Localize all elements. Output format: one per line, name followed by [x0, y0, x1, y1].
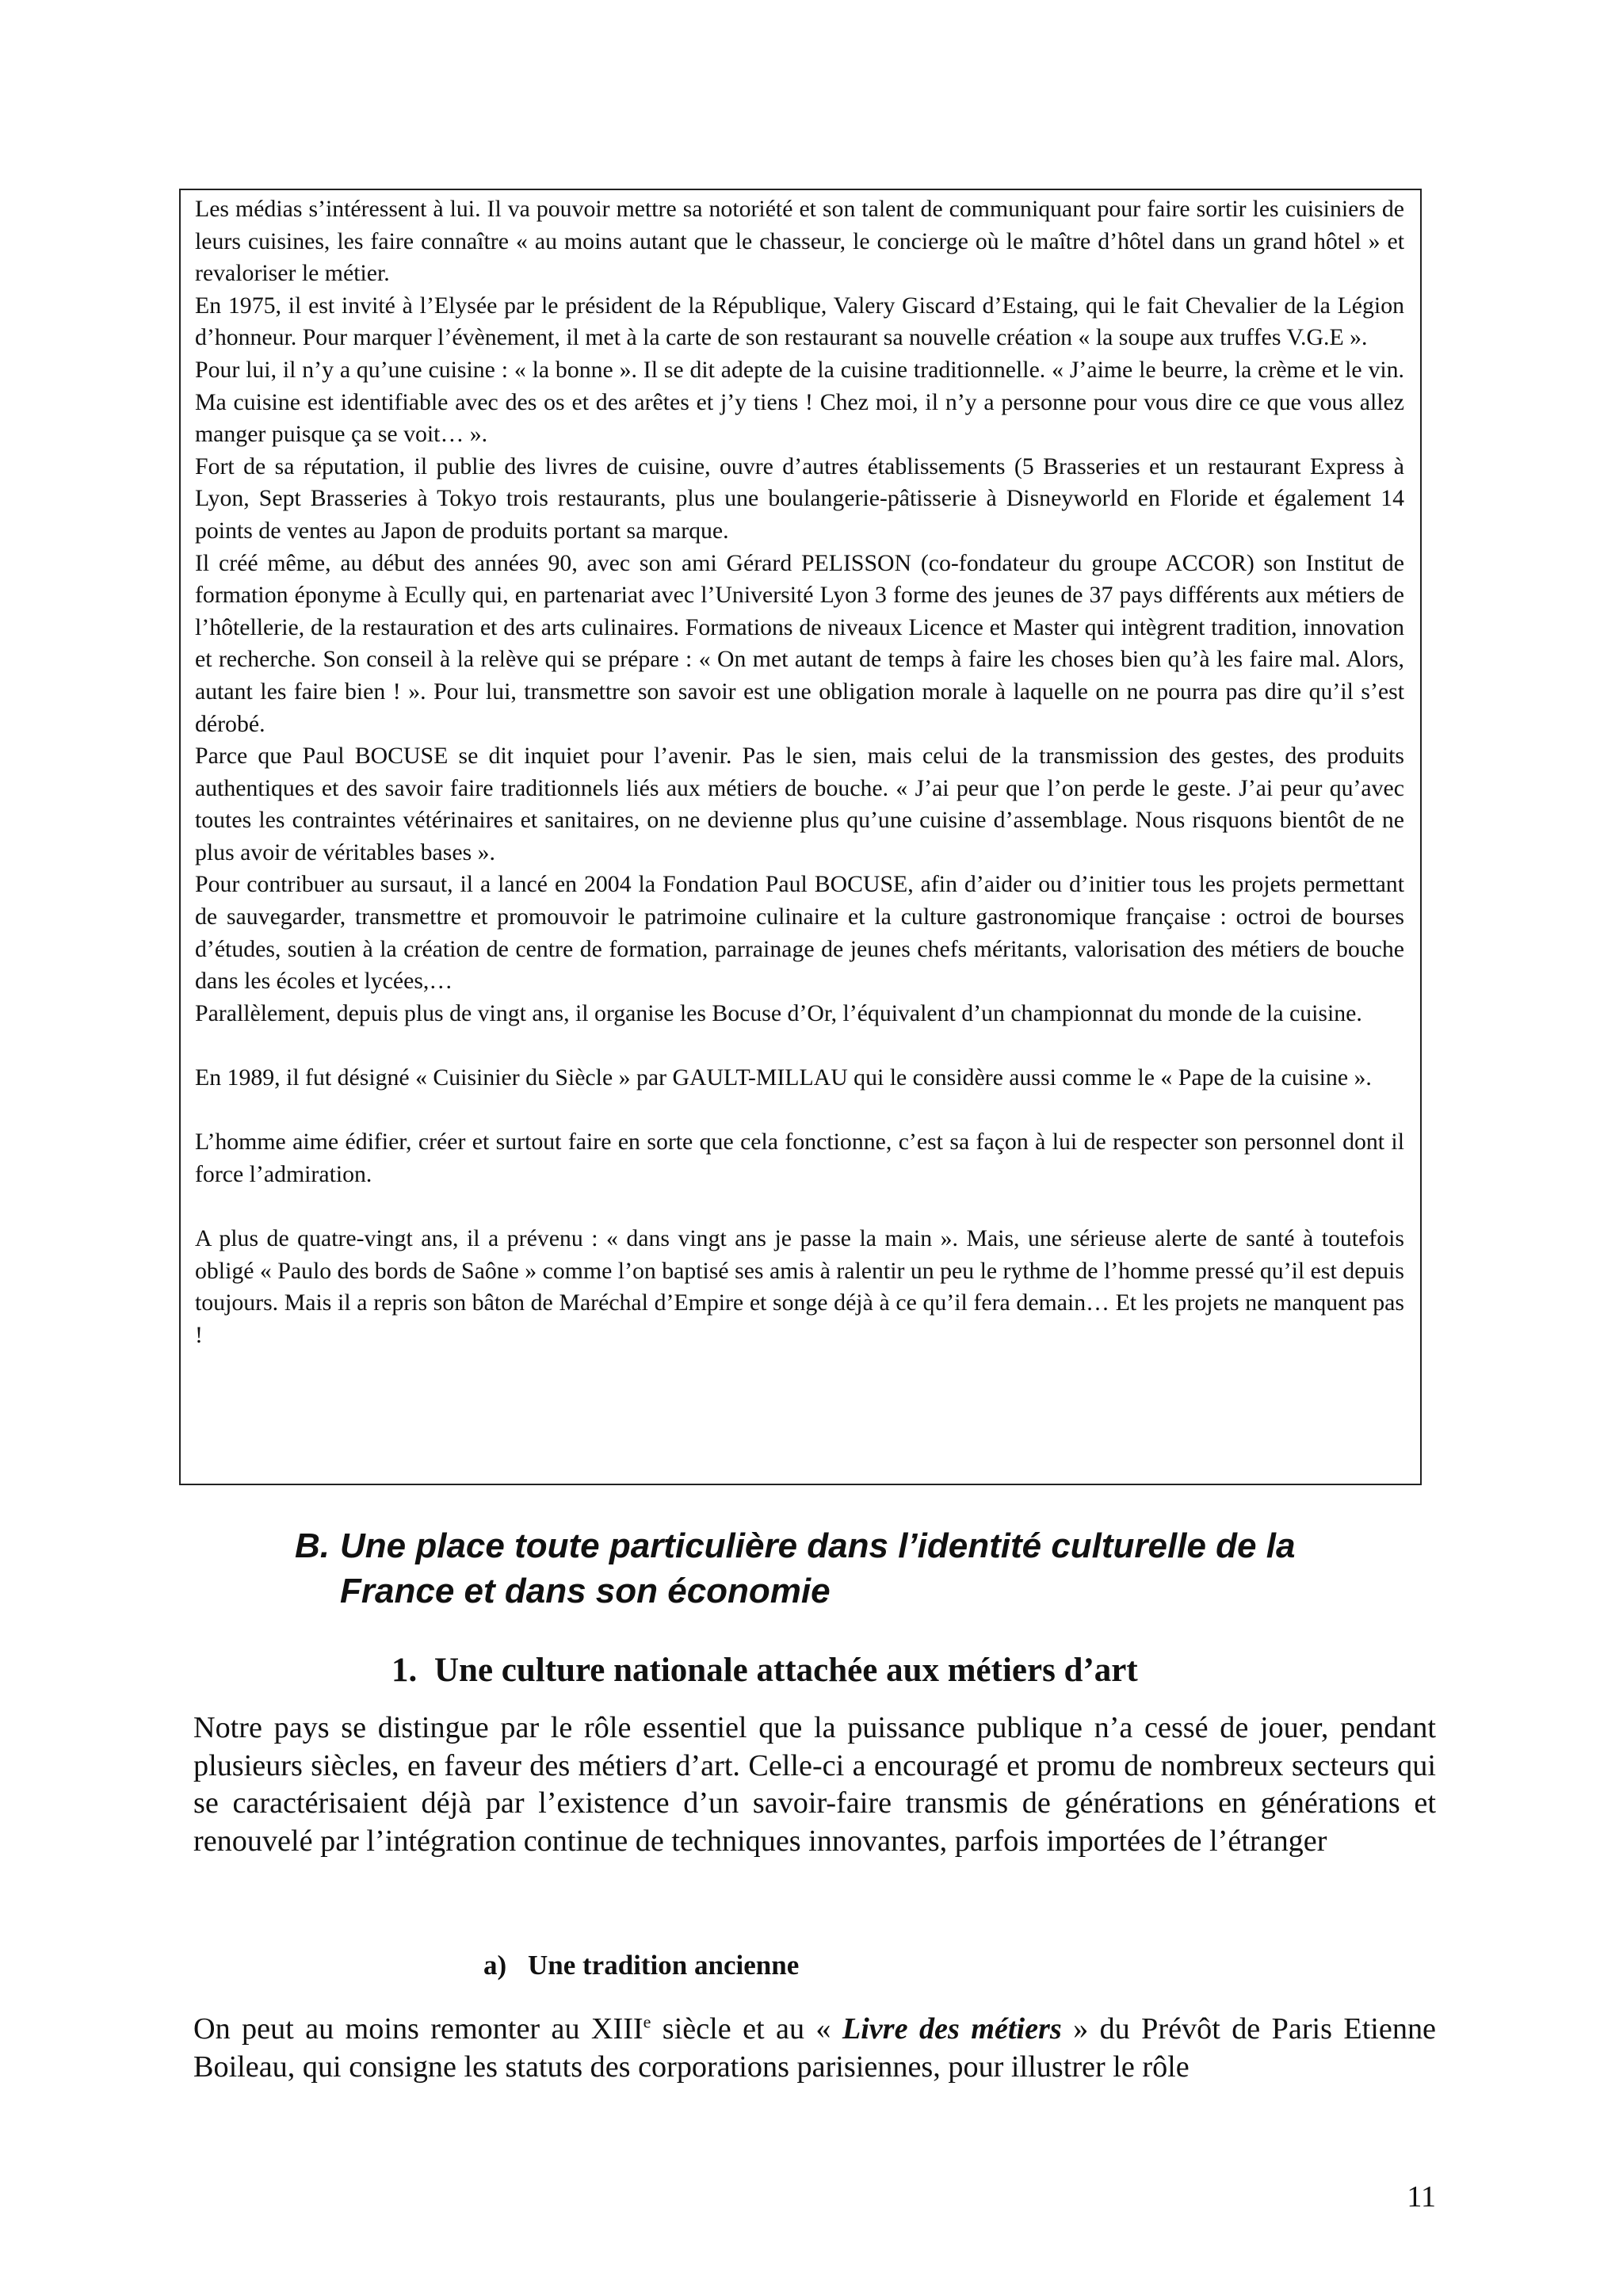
box-paragraph: Parce que Paul BOCUSE se dit inquiet pour l’avenir. Pas le sien, mais celui de la transmission des gestes, des produits authentiques et des savoir faire traditionnels liés aux métiers de bouche. « J’ai peur que l’on perde le geste. J’ai peur qu’avec toutes les contraintes vétérinaires et sanitaires, on ne devienne plus qu’une cuisine d’assemblage. Nous risquons bientôt de ne plus avoir de véritables bases ».: [195, 743, 1404, 865]
subsection-1-label: 1.: [391, 1652, 418, 1689]
box-paragraph: Parallèlement, depuis plus de vingt ans, il organise les Bocuse d’Or, l’équivalent d’un championnat du monde de la cuisine.: [195, 999, 1362, 1026]
box-paragraph: Pour contribuer au sursaut, il a lancé en 2004 la Fondation Paul BOCUSE, afin d’aider ou d’initier tous les projets permettant de sauvegarder, transmettre et promouvoir le patrimoine culinaire et la culture gastronomique française : octroi de bourses d’études, soutien à la création de centre de formation, parrainage de jeunes chefs méritants, valorisation des métiers de bouche dans les écoles et lycées,…: [195, 871, 1404, 995]
section-b-title-line1: Une place toute particulière dans l’identité culturelle de la: [340, 1526, 1296, 1565]
section-b-heading: [295, 1523, 1436, 1614]
box-paragraph: Il créé même, au début des années 90, avec son ami Gérard PELISSON (co-fondateur du groupe ACCOR) son Institut de formation éponyme à Ecully qui, en partenariat avec l’Université Lyon 3 forme des jeunes de 37 pays différents aux métiers de l’hôtellerie, de la restauration et des arts culinaires. Formations de niveaux Licence et Master qui intègrent tradition, innovation et recherche. Son conseil à la relève qui se prépare : « On met autant de temps à faire les choses bien qu’à les faire mal. Alors, autant les faire bien ! ». Pour lui, transmettre son savoir est une obligation morale à laquelle on ne pourra pas dire qu’il s’est dérobé.: [195, 549, 1404, 737]
page-number: 11: [1407, 2180, 1436, 2214]
paragraph-2-text-after: » du Prévôt de Paris Etienne Boileau, qui consigne les statuts des corporations parisiennes, pour illustrer le rôle: [193, 2012, 1436, 2084]
biography-text-box: [179, 189, 1422, 1485]
body-paragraph-2: [193, 2011, 1436, 2086]
subsection-1-heading: [391, 1650, 1138, 1691]
subsection-a-heading: [483, 1948, 799, 1983]
section-b-title-line2: France et dans son économie: [340, 1572, 831, 1610]
box-paragraph: En 1975, il est invité à l’Elysée par le président de la République, Valery Giscard d’Estaing, qui le fait Chevalier de la Légion d’honneur. Pour marquer l’évènement, il met à la carte de son restaurant sa nouvelle création « la soupe aux truffes V.G.E ».: [195, 292, 1404, 351]
subsection-a-title: Une tradition ancienne: [528, 1950, 800, 1981]
section-b-label: B.: [295, 1526, 330, 1565]
box-paragraph: Fort de sa réputation, il publie des livres de cuisine, ouvre d’autres établissements (5 Brasseries et un restaurant Express à Lyon, Sept Brasseries à Tokyo trois restaurants, plus une boulangerie-pâtisserie à Disneyworld en Floride et également 14 points de ventes au Japon de produits portant sa marque.: [195, 453, 1404, 544]
box-paragraph: Les médias s’intéressent à lui. Il va pouvoir mettre sa notoriété et son talent de communiquant pour faire sortir les cuisiniers de leurs cuisines, les faire connaître « au moins autant que le chasseur, le concierge où le maître d’hôtel dans un grand hôtel » et revaloriser le métier.: [195, 196, 1404, 287]
book-title: Livre des métiers: [842, 2012, 1062, 2046]
box-paragraph: Pour lui, il n’y a qu’une cuisine : « la bonne ». Il se dit adepte de la cuisine traditionnelle. « J’aime le beurre, la crème et le vin. Ma cuisine est identifiable avec des os et des arêtes et j’y tiens ! Chez moi, il n’y a personne pour vous dire ce que vous allez manger puisque ça se voit… ».: [195, 356, 1404, 448]
box-paragraph: En 1989, il fut désigné « Cuisinier du Siècle » par GAULT-MILLAU qui le considère aussi comme le « Pape de la cuisine ».: [195, 1064, 1372, 1091]
subsection-1-title: Une culture nationale attachée aux métiers d’art: [434, 1652, 1138, 1689]
paragraph-2-text-before: On peut au moins remonter au XIII: [193, 2012, 643, 2046]
box-paragraph: L’homme aime édifier, créer et surtout faire en sorte que cela fonctionne, c’est sa façon à lui de respecter son personnel dont il force l’admiration.: [195, 1129, 1404, 1187]
paragraph-2-text-middle: siècle et au «: [651, 2012, 842, 2046]
century-superscript: e: [643, 2011, 651, 2032]
box-paragraph: A plus de quatre-vingt ans, il a prévenu : « dans vingt ans je passe la main ». Mais, une sérieuse alerte de santé à toutefois obligé « Paulo des bords de Saône » comme l’on baptisé ses amis à ralentir un peu le rythme de l’homme pressé qu’il est depuis toujours. Mais il a repris son bâton de Maréchal d’Empire et songe déjà à ce qu’il fera demain… Et les projets ne manquent pas !: [195, 1225, 1404, 1348]
subsection-a-label: a): [483, 1950, 507, 1981]
body-paragraph-1: Notre pays se distingue par le rôle essentiel que la puissance publique n’a cessé de jouer, pendant plusieurs siècles, en faveur des métiers d’art. Celle-ci a encouragé et promu de nombreux secteurs qui se caractérisaient déjà par l’existence d’un savoir-faire transmis de générations en générations et renouvelé par l’intégration continue de techniques innovantes, parfois importées de l’étranger: [193, 1711, 1436, 1858]
